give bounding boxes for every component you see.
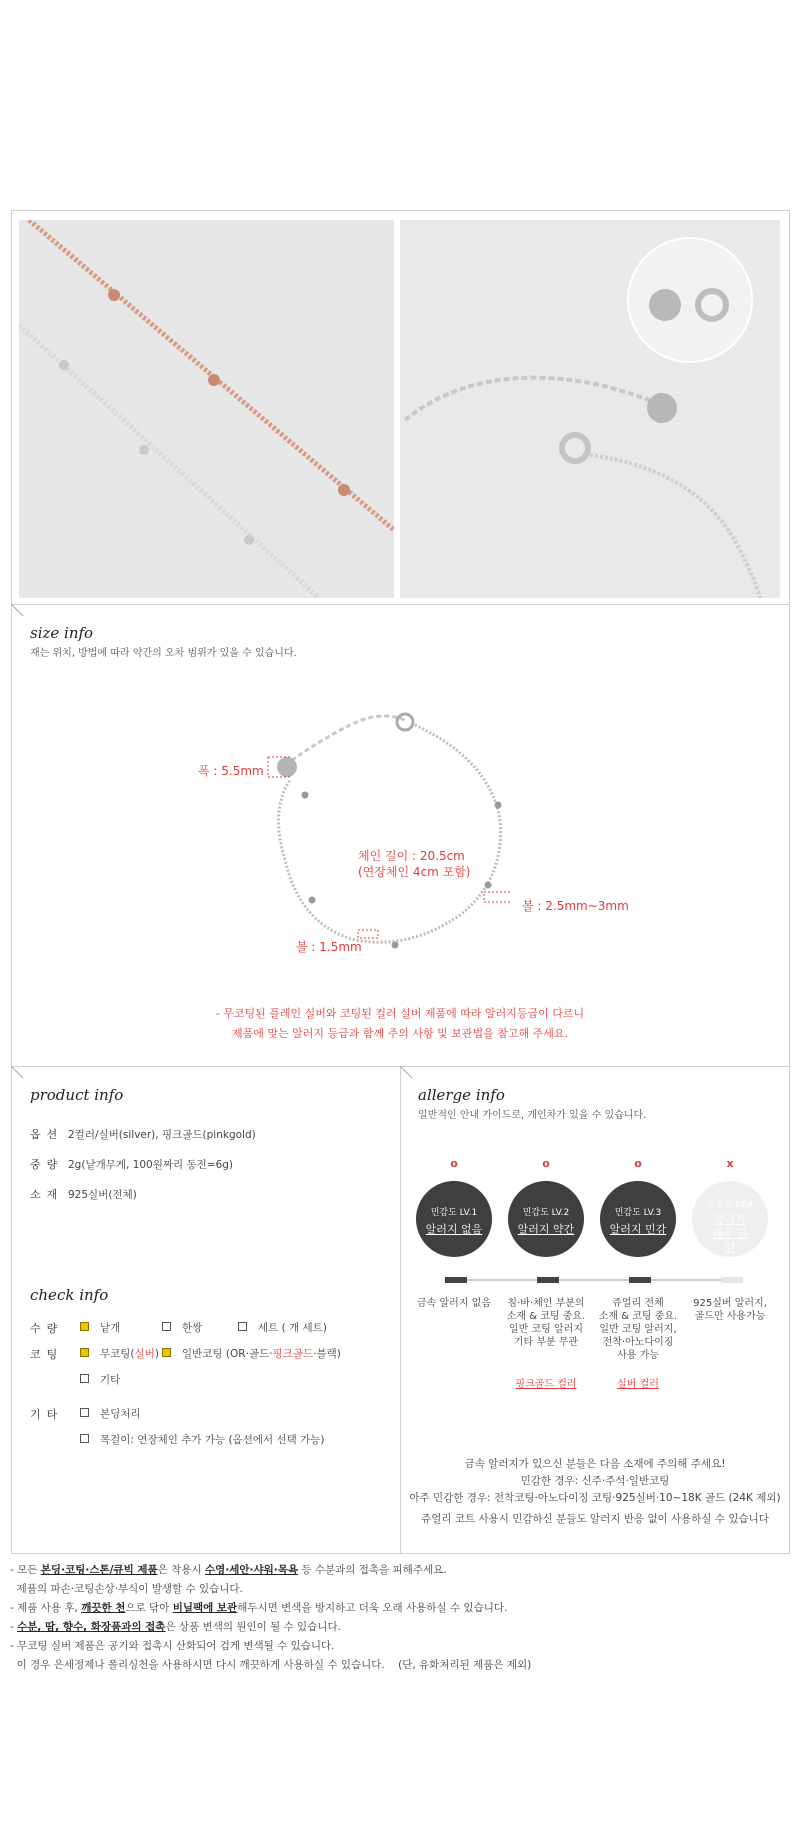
level-name: 알러지 약간 xyxy=(517,1223,575,1236)
level-number: 민감도 LV.1 xyxy=(430,1208,478,1218)
footer-line: 아주 민감한 경우: 전착코팅·아노다이징 코팅·925실버·10~18K 골드 (24K 제외) xyxy=(409,1492,781,1504)
size-info-subtitle: 재는 위치, 방법에 따라 약간의 오차 범위가 있을 수 있습니다. xyxy=(30,648,297,659)
desc-line: 일반 코팅 알러지, xyxy=(599,1324,677,1335)
level-name: 알러지 없음 xyxy=(425,1223,483,1236)
care-text-emph: 본딩·코팅·스톤/큐빅 제품 xyxy=(40,1564,158,1576)
desc-line: 925실버 알러지, xyxy=(693,1298,767,1309)
desc-line: 기타 부분 무관 xyxy=(513,1337,579,1348)
allergy-info-title: allerge info xyxy=(418,1086,505,1104)
level-mark: o xyxy=(450,1157,458,1170)
ball-small-label: 볼 : 1.5mm xyxy=(296,940,362,954)
checkbox-general-coating[interactable] xyxy=(162,1348,171,1357)
checkbox-label: 낱개 xyxy=(100,1322,121,1334)
product-row-value: 2g(낱개무게, 100원짜리 동전=6g) xyxy=(68,1159,234,1171)
product-row-key: 소재 xyxy=(30,1188,64,1201)
level-badge-1 xyxy=(416,1181,492,1257)
care-text: 등 수분과의 접촉을 피해주세요. xyxy=(298,1564,447,1576)
allergy-footer xyxy=(400,1456,790,1507)
desc-line: 사용 가능 xyxy=(617,1350,659,1361)
label-text: ·블랙) xyxy=(313,1348,341,1360)
level-badge-4 xyxy=(692,1181,768,1257)
footer-line: 금속 알러지가 있으신 분들은 다음 소재에 주의해 주세요! xyxy=(464,1458,726,1470)
chain-extension-label: (연장체인 4cm 포함) xyxy=(358,865,471,879)
level-desc xyxy=(409,1297,499,1310)
bracelet-diagram xyxy=(260,700,510,950)
desc-line: 소재 & 코팅 중요. xyxy=(598,1311,678,1322)
corner-mark xyxy=(400,1066,414,1080)
desc-line: 일반 코팅 알러지 xyxy=(509,1324,583,1335)
level-mark: x xyxy=(726,1157,734,1170)
care-note xyxy=(10,1618,341,1637)
level-number: 민감도 LV.2 xyxy=(522,1208,570,1218)
checkbox-set[interactable] xyxy=(238,1322,247,1331)
care-note xyxy=(10,1599,507,1618)
level-desc xyxy=(685,1297,775,1323)
level-badge-3 xyxy=(600,1181,676,1257)
level-number: 민감도 LV.4 xyxy=(706,1200,754,1210)
checkbox-label-no-coating xyxy=(100,1346,159,1361)
checkbox-label-general-coating xyxy=(182,1346,341,1361)
footer-line: 민감한 경우: 신주·주석·일반코팅 xyxy=(520,1475,670,1487)
care-text: 해두시면 변색을 방지하고 더욱 오래 사용하실 수 있습니다. xyxy=(237,1602,508,1614)
care-note: 제품의 파손·코팅손상·부식이 발생할 수 있습니다. xyxy=(10,1583,243,1595)
care-text-emph: 수영·세안·샤워·목욕 xyxy=(204,1564,299,1576)
care-text: 은 상품 변색의 원인이 될 수 있습니다. xyxy=(165,1621,341,1633)
pinkgold-link[interactable]: 핑크골드 컬러 xyxy=(515,1379,577,1390)
care-text: - 모든 xyxy=(10,1564,41,1576)
label-text: ) xyxy=(154,1348,159,1360)
product-info-title: product info xyxy=(30,1086,124,1104)
level-scale xyxy=(440,1275,750,1285)
allergy-info-subtitle: 일반적인 안내 가이드로, 개인차가 있을 수 있습니다. xyxy=(418,1110,647,1121)
corner-mark xyxy=(11,1066,25,1080)
desc-line: 침·바·체인 부분의 xyxy=(507,1298,585,1309)
size-info-title: size info xyxy=(30,624,94,642)
checkbox-label: 목걸이: 연장체인 추가 가능 (옵션에서 선택 가능) xyxy=(100,1434,325,1446)
label-text-red: 핑크골드 xyxy=(272,1348,314,1360)
desc-line: 소재 & 코팅 중요. xyxy=(506,1311,586,1322)
care-text-emph: 비닐팩에 보관 xyxy=(172,1602,238,1614)
checkbox-label: 세트 ( 개 세트) xyxy=(258,1322,327,1334)
care-text: 으로 닦아 xyxy=(125,1602,173,1614)
check-row-key-coating: 코팅 xyxy=(30,1348,64,1361)
care-note: 이 경우 은세정제나 폴리싱천을 사용하시면 다시 깨끗하게 사용하실 수 있습니다. (단, 유화처리된 제품은 제외) xyxy=(10,1659,532,1671)
care-note: - 무코팅 실버 제품은 공기와 접촉시 산화되어 검게 변색될 수 있습니다. xyxy=(10,1640,335,1652)
product-row-value: 2컬러/실버(silver), 핑크골드(pinkgold) xyxy=(68,1129,256,1141)
checkbox-label: 기타 xyxy=(100,1374,121,1386)
desc-line: 금속 알러지 없음 xyxy=(417,1298,491,1309)
level-badge-2 xyxy=(508,1181,584,1257)
checkbox-bonding[interactable] xyxy=(80,1408,89,1417)
level-mark: o xyxy=(542,1157,550,1170)
label-text-red: 실버 xyxy=(134,1348,155,1360)
product-row-key: 중량 xyxy=(30,1158,64,1171)
care-text-emph: 수분, 땀, 향수, 화장품과의 접촉 xyxy=(17,1621,166,1633)
coating-note-1: - 무코팅된 플레인 실버와 코팅된 컬러 실버 제품에 따라 알러지등급이 다르니 xyxy=(215,1007,585,1020)
checkbox-label: 본딩처리 xyxy=(100,1408,141,1420)
level-name: 알러지 매우 민감 xyxy=(712,1213,748,1254)
divider xyxy=(11,604,790,605)
checkbox-necklace-extension[interactable] xyxy=(80,1434,89,1443)
desc-line: 쥬얼리 전체 xyxy=(612,1298,664,1309)
checkbox-other[interactable] xyxy=(80,1374,89,1383)
label-text: 일반코팅 (OR·골드· xyxy=(182,1348,273,1360)
check-info-title: check info xyxy=(30,1286,109,1304)
clasp-closeup-photo xyxy=(400,220,780,598)
level-desc xyxy=(593,1297,683,1362)
coating-note-2: 제품에 맞는 알러지 등급과 함께 주의 사항 및 보관법을 참고해 주세요. xyxy=(232,1027,568,1040)
level-desc xyxy=(501,1297,591,1349)
width-label: 폭 : 5.5mm xyxy=(198,764,264,778)
checkbox-pair[interactable] xyxy=(162,1322,171,1331)
checkbox-label: 한쌍 xyxy=(182,1322,203,1334)
product-row-key: 옵션 xyxy=(30,1128,64,1141)
product-row-value: 925실버(전체) xyxy=(68,1189,137,1201)
silver-link[interactable]: 실버 컬러 xyxy=(617,1379,659,1390)
bead-bracelets-photo xyxy=(19,220,394,598)
ball-large-label: 볼 : 2.5mm~3mm xyxy=(522,899,629,913)
care-text-emph: 깨끗한 천 xyxy=(81,1602,126,1614)
level-name: 알러지 민감 xyxy=(609,1223,667,1236)
care-text: - xyxy=(10,1621,18,1633)
label-text: 무코팅( xyxy=(100,1348,135,1360)
care-note xyxy=(10,1561,447,1580)
checkbox-no-coating[interactable] xyxy=(80,1348,89,1357)
level-number: 민감도 LV.3 xyxy=(614,1208,662,1218)
desc-line: 골드만 사용가능 xyxy=(694,1311,766,1322)
corner-mark xyxy=(11,604,25,618)
allergy-footer-last: 쥬얼리 코트 사용시 민감하신 분들도 알러지 반응 없이 사용하실 수 있습니다 xyxy=(421,1513,769,1525)
chain-length-label: 체인 길이 : 20.5cm xyxy=(358,849,465,863)
check-row-key-qty: 수량 xyxy=(30,1322,64,1335)
care-text: - 제품 사용 후, xyxy=(10,1602,82,1614)
desc-line: 전착·아노다이징 xyxy=(602,1337,674,1348)
check-row-key-etc: 기타 xyxy=(30,1408,64,1421)
checkbox-single[interactable] xyxy=(80,1322,89,1331)
level-mark: o xyxy=(634,1157,642,1170)
care-text: 은 착용시 xyxy=(157,1564,205,1576)
